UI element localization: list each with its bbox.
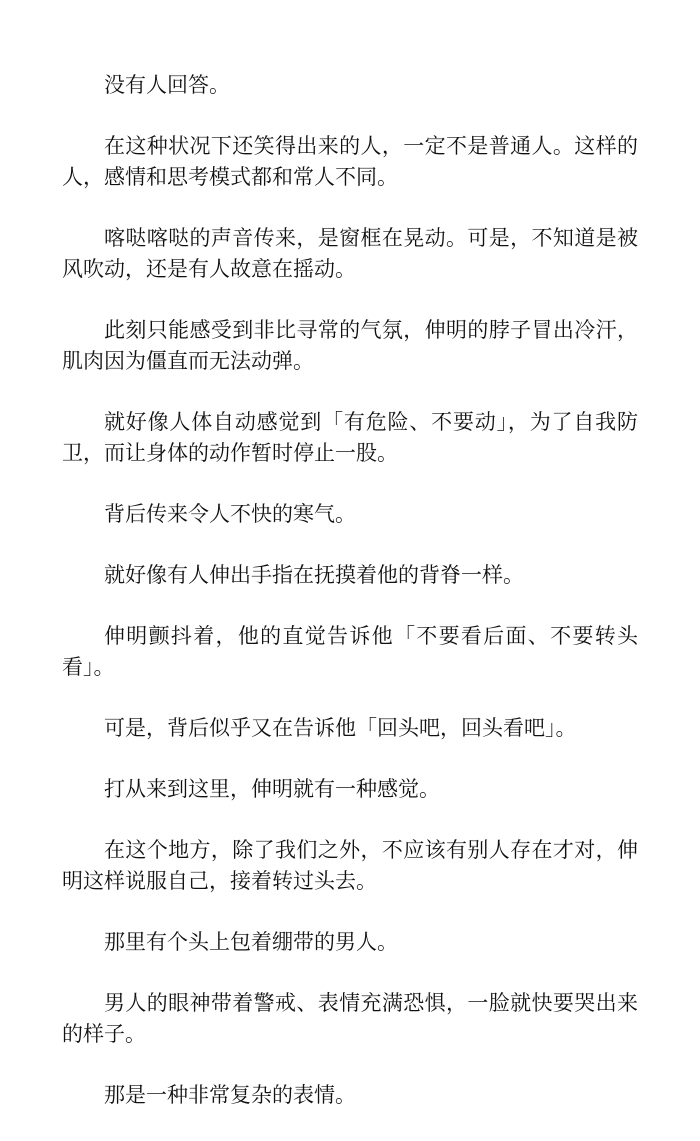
paragraph: 就好像人体自动感觉到「有危险、不要动」，为了自我防卫，而让身体的动作暂时停止一股。 [62,410,638,465]
paragraph: 那是一种非常复杂的表情。 [104,1083,356,1107]
paragraph: 此刻只能感受到非比寻常的气氛，伸明的脖子冒出冷汗，肌肉因为僵直而无法动弹。 [62,318,638,373]
paragraph: 背后传来令人不快的寒气。 [104,502,356,526]
paragraph: 打从来到这里，伸明就有一种感觉。 [104,777,440,801]
paragraph: 没有人回答。 [104,73,230,97]
paragraph: 在这个地方，除了我们之外，不应该有别人存在才对，伸明这样说服自己，接着转过头去。 [62,838,638,893]
paragraph: 就好像有人伸出手指在抚摸着他的背脊一样。 [104,563,524,587]
paragraph: 在这种状况下还笑得出来的人，一定不是普通人。这样的人，感情和思考模式都和常人不同。 [62,134,638,189]
paragraph: 那里有个头上包着绷带的男人。 [104,930,398,954]
paragraph: 伸明颤抖着，他的直觉告诉他「不要看后面、不要转头看」。 [62,624,638,679]
paragraph: 男人的眼神带着警戒、表情充满恐惧，一脸就快要哭出来的样子。 [62,991,638,1046]
paragraph: 可是，背后似乎又在告诉他「回头吧，回头看吧」。 [104,716,577,740]
paragraph: 喀哒喀哒的声音传来，是窗框在晃动。可是，不知道是被风吹动，还是有人故意在摇动。 [62,226,638,281]
document-page [62,70,638,1141]
